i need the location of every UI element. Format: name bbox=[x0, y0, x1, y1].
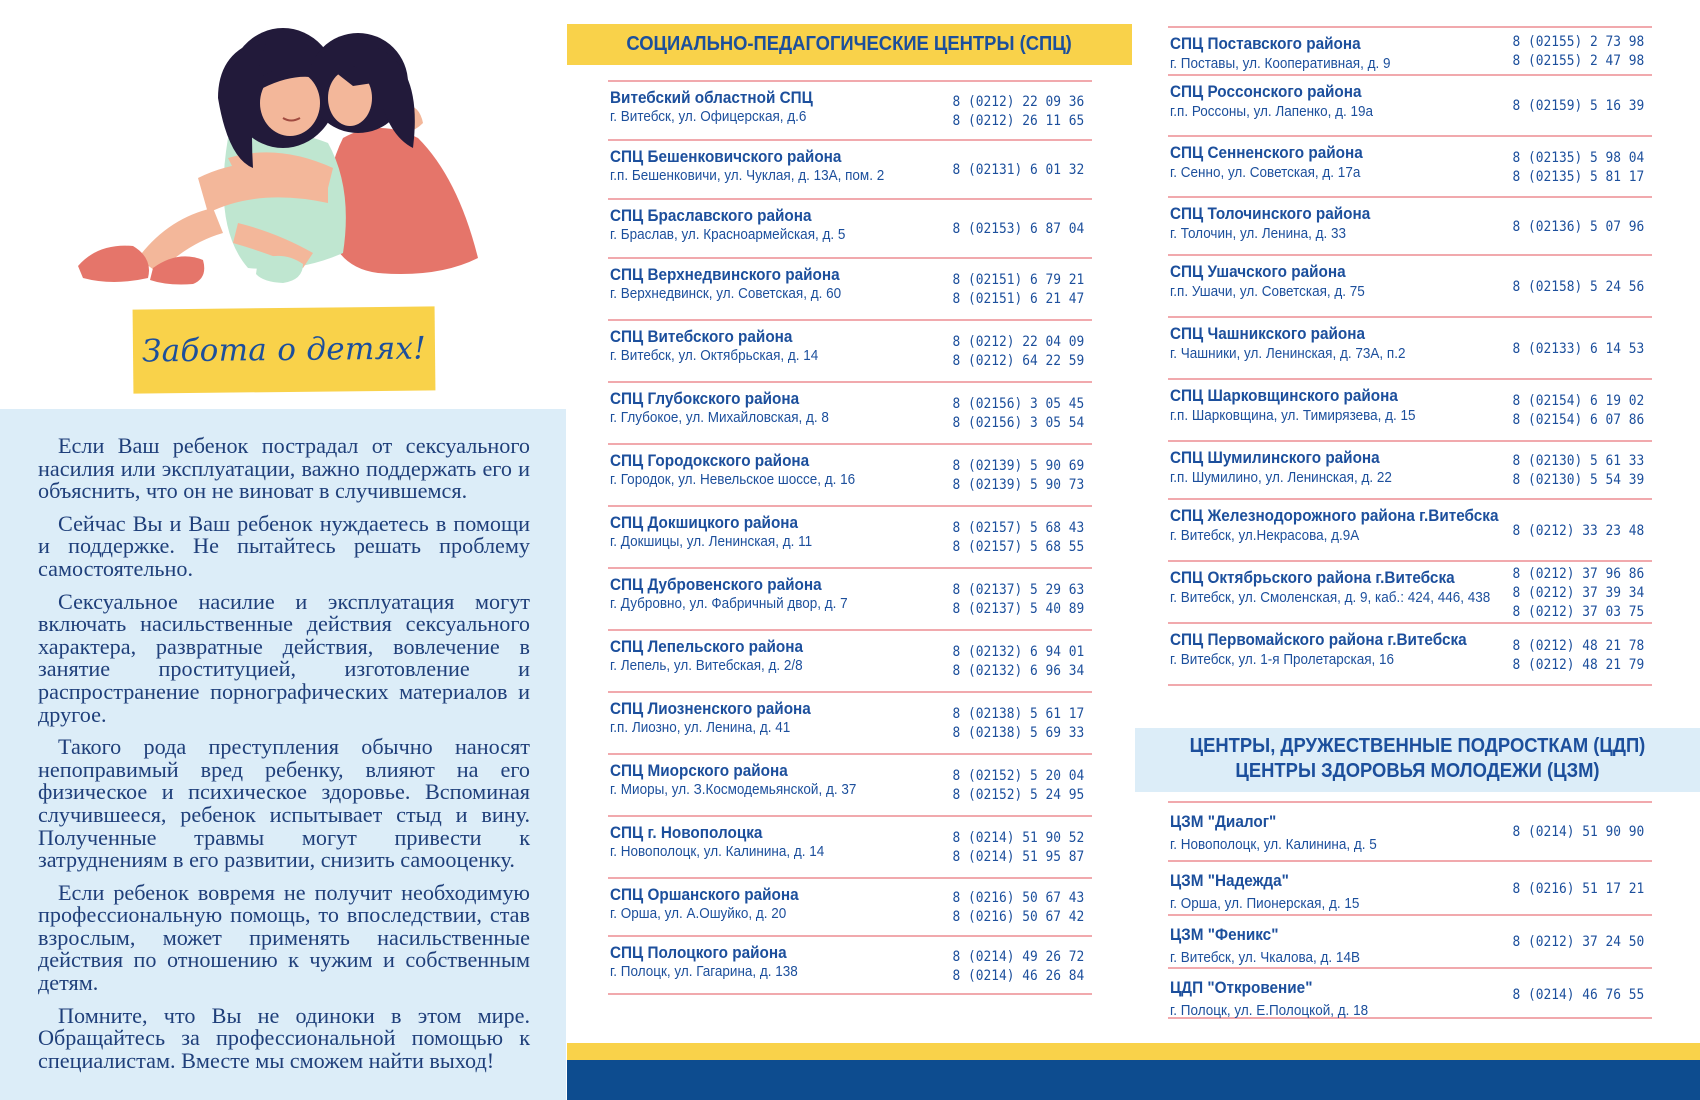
phone-number[interactable]: 8 (02151) 6 79 21 bbox=[952, 272, 1084, 288]
phone-list bbox=[952, 161, 1084, 180]
contact-entry bbox=[1168, 378, 1652, 440]
phone-number[interactable]: 8 (02130) 5 54 39 bbox=[1512, 472, 1644, 488]
contact-entry bbox=[1168, 560, 1652, 622]
center-name: СПЦ Верхнедвинского района bbox=[610, 265, 840, 284]
cdp-section-title: ЦЕНТРЫ, ДРУЖЕСТВЕННЫЕ ПОДРОСТКАМ (ЦДП) bbox=[1189, 735, 1646, 757]
phone-number[interactable]: 8 (02156) 3 05 45 bbox=[952, 396, 1084, 412]
center-name: СПЦ Бешенковичского района bbox=[610, 147, 842, 166]
center-address: г. Лепель, ул. Витебская, д. 2/8 bbox=[610, 657, 803, 674]
phone-number[interactable]: 8 (0212) 48 21 79 bbox=[1512, 657, 1644, 673]
phone-list bbox=[952, 457, 1084, 495]
center-address: г. Браслав, ул. Красноармейская, д. 5 bbox=[610, 226, 846, 243]
contact-entry bbox=[608, 381, 1092, 443]
center-address: г. Глубокое, ул. Михайловская, д. 8 bbox=[610, 409, 829, 426]
center-address: г. Орша, ул. А.Ошуйко, д. 20 bbox=[610, 905, 787, 922]
left-panel bbox=[0, 0, 566, 1100]
phone-number[interactable]: 8 (02151) 6 21 47 bbox=[952, 291, 1084, 307]
contact-entry bbox=[608, 198, 1092, 257]
phone-number[interactable]: 8 (02133) 6 14 53 bbox=[1512, 341, 1644, 357]
center-name: СПЦ Поставского района bbox=[1170, 34, 1361, 53]
center-address: г. Верхнедвинск, ул. Советская, д. 60 bbox=[610, 285, 842, 302]
phone-number[interactable]: 8 (0214) 51 90 52 bbox=[952, 830, 1084, 846]
center-name: СПЦ Полоцкого района bbox=[610, 943, 787, 962]
center-address: г. Витебск, ул. Смоленская, д. 9, каб.: 424, 446, 438 bbox=[1170, 589, 1491, 606]
phone-list bbox=[1512, 97, 1644, 116]
info-text-box bbox=[0, 409, 566, 1100]
center-address: г. Полоцк, ул. Е.Полоцкой, д. 18 bbox=[1170, 1002, 1369, 1019]
phone-number[interactable]: 8 (0212) 64 22 59 bbox=[952, 353, 1084, 369]
info-paragraph: Сейчас Вы и Ваш ребенок нуждаетесь в помощи и поддержке. Не пытайтесь решать проблему самостоятельно. bbox=[38, 510, 530, 581]
center-address: г.п. Бешенковичи, ул. Чуклая, д. 13А, пом. 2 bbox=[610, 167, 885, 184]
czm-section-title: ЦЕНТРЫ ЗДОРОВЬЯ МОЛОДЕЖИ (ЦЗМ) bbox=[1235, 760, 1600, 782]
phone-list bbox=[1512, 522, 1644, 541]
center-address: г. Новополоцк, ул. Калинина, д. 5 bbox=[1170, 836, 1377, 853]
footer-band-blue bbox=[567, 1060, 1700, 1100]
phone-list bbox=[1512, 637, 1644, 675]
phone-number[interactable]: 8 (0216) 51 17 21 bbox=[1512, 881, 1644, 897]
center-address: г. Толочин, ул. Ленина, д. 33 bbox=[1170, 225, 1347, 242]
phone-list bbox=[952, 333, 1084, 371]
center-name: ЦЗМ "Феникс" bbox=[1170, 925, 1279, 944]
phone-list bbox=[1512, 33, 1644, 71]
center-name: СПЦ Лиозненского района bbox=[610, 699, 811, 718]
contact-entry bbox=[1168, 316, 1652, 378]
center-name: СПЦ Браславского района bbox=[610, 206, 812, 225]
phone-list bbox=[1512, 149, 1644, 187]
contact-entry bbox=[608, 877, 1092, 935]
contact-entry bbox=[1168, 860, 1652, 914]
slogan-text: Забота о детях! bbox=[141, 330, 427, 370]
phone-number[interactable]: 8 (02158) 5 24 56 bbox=[1512, 279, 1644, 295]
phone-number[interactable]: 8 (0212) 37 96 86 bbox=[1512, 566, 1644, 582]
info-paragraph: Помните, что Вы не одиноки в этом мире. Обращайтесь за профессиональной помощью к специалистам. Вместе мы сможем найти выход! bbox=[38, 1002, 530, 1073]
phone-number[interactable]: 8 (02155) 2 47 98 bbox=[1512, 53, 1644, 69]
center-address: г. Докшицы, ул. Ленинская, д. 11 bbox=[610, 533, 813, 550]
slogan-banner bbox=[133, 306, 436, 393]
phone-number[interactable]: 8 (02159) 5 16 39 bbox=[1512, 98, 1644, 114]
center-name: СПЦ Октябрьского района г.Витебска bbox=[1170, 568, 1455, 587]
footer-band-yellow bbox=[567, 1043, 1700, 1060]
phone-list bbox=[1512, 986, 1644, 1005]
contact-entry bbox=[1168, 74, 1652, 135]
phone-number[interactable]: 8 (02153) 6 87 04 bbox=[952, 221, 1084, 237]
phone-list bbox=[1512, 880, 1644, 899]
spc-section-title: СОЦИАЛЬНО-ПЕДАГОГИЧЕСКИЕ ЦЕНТРЫ (СПЦ) bbox=[626, 33, 1073, 55]
phone-list bbox=[952, 643, 1084, 681]
phone-list bbox=[952, 271, 1084, 309]
phone-list bbox=[952, 705, 1084, 743]
phone-number[interactable]: 8 (02130) 5 61 33 bbox=[1512, 453, 1644, 469]
phone-number[interactable]: 8 (02135) 5 98 04 bbox=[1512, 150, 1644, 166]
center-name: СПЦ Первомайского района г.Витебска bbox=[1170, 630, 1467, 649]
center-address: г. Миоры, ул. З.Космодемьянской, д. 37 bbox=[610, 781, 857, 798]
phone-list bbox=[1512, 823, 1644, 842]
center-address: г.п. Россоны, ул. Лапенко, д. 19а bbox=[1170, 103, 1374, 120]
contact-entry bbox=[608, 691, 1092, 753]
center-address: г. Сенно, ул. Советская, д. 17а bbox=[1170, 164, 1361, 181]
phone-list bbox=[952, 889, 1084, 927]
phone-number[interactable]: 8 (02138) 5 61 17 bbox=[952, 706, 1084, 722]
contact-entry bbox=[1168, 254, 1652, 316]
phone-list bbox=[1512, 452, 1644, 490]
phone-number[interactable]: 8 (02157) 5 68 43 bbox=[952, 520, 1084, 536]
cdp-section-header bbox=[1135, 728, 1700, 792]
contact-entry bbox=[608, 139, 1092, 198]
phone-list bbox=[1512, 933, 1644, 952]
phone-list bbox=[1512, 218, 1644, 237]
phone-number[interactable]: 8 (0212) 37 39 34 bbox=[1512, 585, 1644, 601]
center-address: г. Полоцк, ул. Гагарина, д. 138 bbox=[610, 963, 798, 980]
phone-number[interactable]: 8 (0212) 22 04 09 bbox=[952, 334, 1084, 350]
contact-entry bbox=[1168, 914, 1652, 967]
phone-number[interactable]: 8 (0212) 37 03 75 bbox=[1512, 604, 1644, 620]
contact-entry bbox=[1168, 801, 1652, 860]
center-name: СПЦ Оршанского района bbox=[610, 885, 799, 904]
center-address: г. Орша, ул. Пионерская, д. 15 bbox=[1170, 895, 1360, 912]
info-paragraph: Если ребенок вовремя не получит необходимую профессиональную помощь, то впоследствии, став взрослым, может применять насильственные действия по отношению к чужим и собственным детям. bbox=[38, 879, 530, 996]
contact-entry bbox=[608, 753, 1092, 815]
phone-list bbox=[952, 948, 1084, 986]
center-address: г. Витебск, ул. Чкалова, д. 14В bbox=[1170, 949, 1360, 966]
phone-number[interactable]: 8 (02138) 5 69 33 bbox=[952, 725, 1084, 741]
center-name: Витебский областной СПЦ bbox=[610, 88, 813, 107]
phone-number[interactable]: 8 (02154) 6 19 02 bbox=[1512, 393, 1644, 409]
center-name: СПЦ Чашникского района bbox=[1170, 324, 1366, 343]
phone-number[interactable]: 8 (0216) 50 67 42 bbox=[952, 909, 1084, 925]
contact-entry bbox=[608, 935, 1092, 995]
phone-list bbox=[952, 829, 1084, 867]
phone-number[interactable]: 8 (0214) 49 26 72 bbox=[952, 949, 1084, 965]
phone-number[interactable]: 8 (02155) 2 73 98 bbox=[1512, 34, 1644, 50]
spc-section-header bbox=[567, 24, 1132, 65]
phone-number[interactable]: 8 (0212) 33 23 48 bbox=[1512, 523, 1644, 539]
phone-number[interactable]: 8 (0212) 26 11 65 bbox=[952, 113, 1084, 129]
center-address: г. Городок, ул. Невельское шоссе, д. 16 bbox=[610, 471, 856, 488]
center-name: СПЦ Дубровенского района bbox=[610, 575, 822, 594]
center-name: СПЦ Шарковщинского района bbox=[1170, 386, 1398, 405]
center-address: г. Новополоцк, ул. Калинина, д. 14 bbox=[610, 843, 825, 860]
phone-number[interactable]: 8 (0212) 48 21 78 bbox=[1512, 638, 1644, 654]
phone-number[interactable]: 8 (02137) 5 29 63 bbox=[952, 582, 1084, 598]
info-paragraph: Сексуальное насилие и эксплуатация могут включать насильственные действия сексуального характера, развратные действия, вовлечение в занятие проституцией, изготовление и распространение порнографических материалов и другое. bbox=[38, 588, 530, 727]
contact-entry bbox=[608, 567, 1092, 629]
contact-entry bbox=[1168, 498, 1652, 560]
contact-entry bbox=[1168, 440, 1652, 498]
center-name: СПЦ Россонского района bbox=[1170, 82, 1362, 101]
phone-list bbox=[1512, 340, 1644, 359]
spc-list-right bbox=[1168, 26, 1652, 686]
center-name: СПЦ Витебского района bbox=[610, 327, 793, 346]
phone-number[interactable]: 8 (02136) 5 07 96 bbox=[1512, 219, 1644, 235]
cdp-list bbox=[1168, 801, 1652, 1019]
contact-entry bbox=[608, 257, 1092, 319]
phone-list bbox=[952, 395, 1084, 433]
phone-list bbox=[1512, 392, 1644, 430]
center-address: г.п. Лиозно, ул. Ленина, д. 41 bbox=[610, 719, 791, 736]
phone-number[interactable]: 8 (02139) 5 90 73 bbox=[952, 477, 1084, 493]
center-name: СПЦ Городокского района bbox=[610, 451, 810, 470]
center-name: ЦДП "Откровение" bbox=[1170, 978, 1313, 997]
info-paragraph: Такого рода преступления обычно наносят непоправимый вред ребенку, влияют на его физическое и психическое здоровье. Вспоминая случившееся, ребенок испытывает стыд и вину. Полученные травмы могут привести к затруднениям в его развитии, снизить самооценку. bbox=[38, 734, 530, 873]
phone-list bbox=[952, 519, 1084, 557]
phone-number[interactable]: 8 (0212) 22 09 36 bbox=[952, 94, 1084, 110]
contact-entry bbox=[608, 443, 1092, 505]
center-address: г. Чашники, ул. Ленинская, д. 73А, п.2 bbox=[1170, 345, 1406, 362]
center-address: г. Витебск, ул. Октябрьская, д. 14 bbox=[610, 347, 819, 364]
contact-entry bbox=[608, 319, 1092, 381]
center-address: г.п. Ушачи, ул. Советская, д. 75 bbox=[1170, 283, 1365, 300]
center-address: г. Витебск, ул.Некрасова, д.9А bbox=[1170, 527, 1360, 544]
contact-entry bbox=[608, 815, 1092, 877]
phone-number[interactable]: 8 (0214) 51 90 90 bbox=[1512, 824, 1644, 840]
phone-list bbox=[952, 93, 1084, 131]
phone-number[interactable]: 8 (02156) 3 05 54 bbox=[952, 415, 1084, 431]
center-name: СПЦ Толочинского района bbox=[1170, 204, 1371, 223]
center-name: ЦЗМ "Диалог" bbox=[1170, 812, 1277, 831]
phone-number[interactable]: 8 (02131) 6 01 32 bbox=[952, 162, 1084, 178]
phone-number[interactable]: 8 (02132) 6 94 01 bbox=[952, 644, 1084, 660]
center-name: СПЦ Миорского района bbox=[610, 761, 788, 780]
phone-number[interactable]: 8 (0214) 51 95 87 bbox=[952, 849, 1084, 865]
center-address: г. Дубровно, ул. Фабричный двор, д. 7 bbox=[610, 595, 848, 612]
center-name: СПЦ Глубокского района bbox=[610, 389, 800, 408]
center-address: г.п. Шарковщина, ул. Тимирязева, д. 15 bbox=[1170, 407, 1416, 424]
center-address: г. Витебск, ул. 1-я Пролетарская, 16 bbox=[1170, 651, 1395, 668]
center-name: СПЦ Шумилинского района bbox=[1170, 448, 1380, 467]
phone-list bbox=[1512, 278, 1644, 297]
phone-list bbox=[1512, 565, 1644, 622]
phone-number[interactable]: 8 (02152) 5 20 04 bbox=[952, 768, 1084, 784]
contact-entry bbox=[1168, 135, 1652, 196]
center-name: СПЦ Сенненского района bbox=[1170, 143, 1363, 162]
contact-entry bbox=[608, 505, 1092, 567]
center-name: СПЦ Железнодорожного района г.Витебска bbox=[1170, 506, 1499, 525]
phone-number[interactable]: 8 (0214) 46 76 55 bbox=[1512, 987, 1644, 1003]
two-girls-illustration bbox=[78, 28, 478, 308]
phone-list bbox=[952, 220, 1084, 239]
phone-number[interactable]: 8 (0216) 50 67 43 bbox=[952, 890, 1084, 906]
center-address: г. Поставы, ул. Кооперативная, д. 9 bbox=[1170, 55, 1391, 72]
phone-number[interactable]: 8 (02139) 5 90 69 bbox=[952, 458, 1084, 474]
center-name: СПЦ Ушачского района bbox=[1170, 262, 1346, 281]
contact-entry bbox=[1168, 622, 1652, 686]
center-name: ЦЗМ "Надежда" bbox=[1170, 871, 1289, 890]
info-paragraph: Если Ваш ребенок пострадал от сексуального насилия или эксплуатации, важно поддержать его и объяснить, что он не виноват в случившемся. bbox=[38, 433, 530, 504]
phone-list bbox=[952, 581, 1084, 619]
contact-entry bbox=[608, 629, 1092, 691]
contact-entry bbox=[1168, 967, 1652, 1019]
center-name: СПЦ г. Новополоцка bbox=[610, 823, 763, 842]
center-name: СПЦ Лепельского района bbox=[610, 637, 804, 656]
contact-entry bbox=[1168, 196, 1652, 254]
center-address: г. Витебск, ул. Офицерская, д.6 bbox=[610, 108, 807, 125]
phone-list bbox=[952, 767, 1084, 805]
phone-number[interactable]: 8 (02137) 5 40 89 bbox=[952, 601, 1084, 617]
phone-number[interactable]: 8 (0212) 37 24 50 bbox=[1512, 934, 1644, 950]
center-name: СПЦ Докшицкого района bbox=[610, 513, 799, 532]
center-address: г.п. Шумилино, ул. Ленинская, д. 22 bbox=[1170, 469, 1392, 486]
phone-number[interactable]: 8 (0214) 46 26 84 bbox=[952, 968, 1084, 984]
phone-number[interactable]: 8 (02152) 5 24 95 bbox=[952, 787, 1084, 803]
contact-entry bbox=[1168, 26, 1652, 74]
phone-number[interactable]: 8 (02132) 6 96 34 bbox=[952, 663, 1084, 679]
phone-number[interactable]: 8 (02135) 5 81 17 bbox=[1512, 169, 1644, 185]
contact-entry bbox=[608, 80, 1092, 139]
spc-list-left bbox=[608, 80, 1092, 995]
phone-number[interactable]: 8 (02157) 5 68 55 bbox=[952, 539, 1084, 555]
phone-number[interactable]: 8 (02154) 6 07 86 bbox=[1512, 412, 1644, 428]
